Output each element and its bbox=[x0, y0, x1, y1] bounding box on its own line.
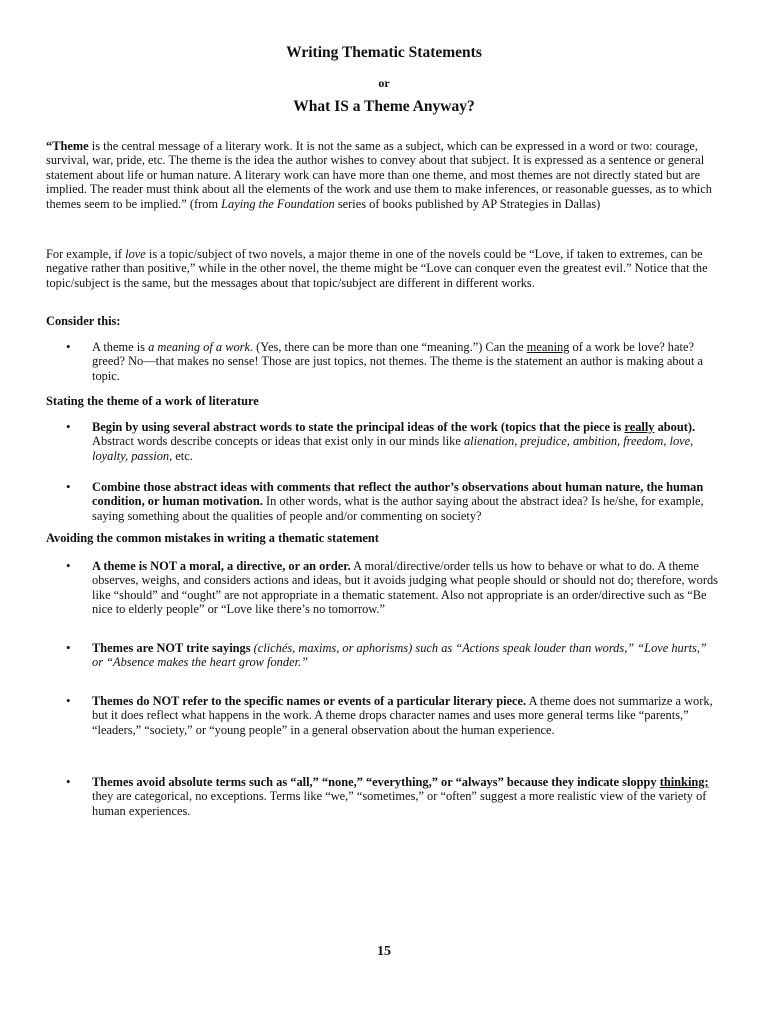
stating-bullet-2 bbox=[92, 480, 718, 523]
avoiding-heading: Avoiding the common mistakes in writing a thematic statement bbox=[46, 531, 379, 545]
page-title: Writing Thematic Statements bbox=[286, 44, 482, 61]
avoiding-bullet-2 bbox=[92, 641, 718, 670]
avoiding-bullet-1 bbox=[92, 559, 718, 617]
title-connector: or bbox=[378, 76, 390, 90]
example-paragraph bbox=[46, 247, 718, 290]
stating-b1-italic: alienation, prejudice, ambition, freedom, love, loyalty, passion bbox=[92, 434, 694, 463]
consider-b1-italic: a meaning of a work bbox=[148, 340, 250, 354]
avoiding-b3-bold: Themes do NOT refer to the specific names or events of a particular literary piece. bbox=[92, 694, 527, 708]
page-subtitle: What IS a Theme Anyway? bbox=[293, 98, 475, 115]
avoiding-b4-bold: Themes avoid absolute terms such as “all,” “none,” “everything,” or “always” because they indicate sloppy bbox=[92, 775, 660, 789]
example-love: love bbox=[125, 247, 146, 261]
avoiding-b4-underlined: thinking; bbox=[659, 775, 709, 789]
consider-bullet-1 bbox=[92, 340, 718, 383]
stating-heading: Stating the theme of a work of literature bbox=[46, 394, 259, 408]
consider-b1-underlined: meaning bbox=[526, 340, 570, 354]
stating-b2-bold: Combine those abstract ideas with comments that reflect the author’s observations about human nature, the human condition, or human motivation. bbox=[92, 480, 704, 509]
avoiding-bullet-4 bbox=[92, 775, 718, 818]
consider-heading: Consider this: bbox=[46, 314, 121, 328]
consider-b1-c: . (Yes, there can be more than one “meaning.”) Can the bbox=[249, 340, 527, 354]
intro-term: “Theme bbox=[46, 139, 89, 153]
avoiding-b1-rest: A moral/directive/order tells us how to behave or what to do. A theme observes, weighs, and considers actions and ideas, but it avoids judging what people should or should not do; therefore, words like “should” and “ought” are not appropriate in a thematic statement. Also not appropriate is an order/directive such as “Be nice to elderly people” or “Love like there’s no tomorrow.” bbox=[92, 559, 718, 617]
stating-b1-bold2: about). bbox=[654, 420, 696, 434]
intro-body: is the central message of a literary work. It is not the same as a subject, which can be expressed in a word or two: courage, survival, war, pride, etc. The theme is the idea the author wishes to convey about that subject. It is expressed as a sentence or general statement about life or human nature. A literary work can have more than one theme, and most themes are not directly stated but are implied. The reader must think about all the elements of the work and use them to make inferences, or reasonable guesses, as to which themes seem to be implied.” (from bbox=[46, 139, 712, 211]
avoiding-b3-rest: A theme does not summarize a work, but it does reflect what happens in the work. A theme drops character names and uses more general terms like “parents,” “leaders,” “society,” or “young people” in a general observation about the human experience. bbox=[92, 694, 713, 737]
stating-b1-rest: Abstract words describe concepts or ideas that exist only in our minds like bbox=[92, 434, 464, 449]
consider-b1-d: of a work be love? hate? greed? No—that makes no sense! Those are just topics, not themes. The theme is the statement an author is making about a topic. bbox=[92, 340, 704, 383]
page-number: 15 bbox=[377, 944, 391, 959]
avoiding-bullet-3 bbox=[92, 694, 718, 737]
stating-b1-underlined: really bbox=[624, 420, 655, 434]
avoiding-b1-bold: A theme is NOT a moral, a directive, or an order. bbox=[92, 559, 351, 573]
intro-book-title: Laying the Foundation bbox=[221, 196, 335, 211]
stating-bullet-1 bbox=[92, 420, 718, 463]
avoiding-b2-bold: Themes are NOT trite sayings bbox=[92, 641, 251, 655]
example-text-b: is a topic/subject of two novels, a major theme in one of the novels could be “Love, if taken to extremes, can be negative rather than positive,” while in the other novel, the theme might be “Love can conquer even the greatest evil.” Notice that the topic/subject is the same, but the messages about that topic/subject are different in different works. bbox=[46, 247, 708, 290]
avoiding-b4-rest: they are categorical, no exceptions. Terms like “we,” “sometimes,” or “often” suggest a more realistic view of the variety of human experiences. bbox=[92, 789, 707, 818]
avoiding-b2-italic: (clichés, maxims, or aphorisms) such as “Actions speak louder than words,” “Love hurts,” or “Absence makes the heart grow fonder.” bbox=[92, 641, 707, 670]
example-text-a: For example, if bbox=[46, 247, 126, 261]
stating-b1-bold: Begin by using several abstract words to state the principal ideas of the work (topics that the piece is bbox=[92, 420, 625, 434]
stating-b2-rest: In other words, what is the author saying about the abstract idea? Is he/she, for example, saying something about the qualities of people and/or commenting on society? bbox=[92, 494, 704, 523]
intro-paragraph bbox=[46, 139, 718, 211]
intro-tail: series of books published by AP Strategies in Dallas) bbox=[334, 196, 601, 211]
consider-b1-a: A theme is bbox=[92, 340, 149, 354]
stating-b1-end: , etc. bbox=[169, 448, 193, 463]
